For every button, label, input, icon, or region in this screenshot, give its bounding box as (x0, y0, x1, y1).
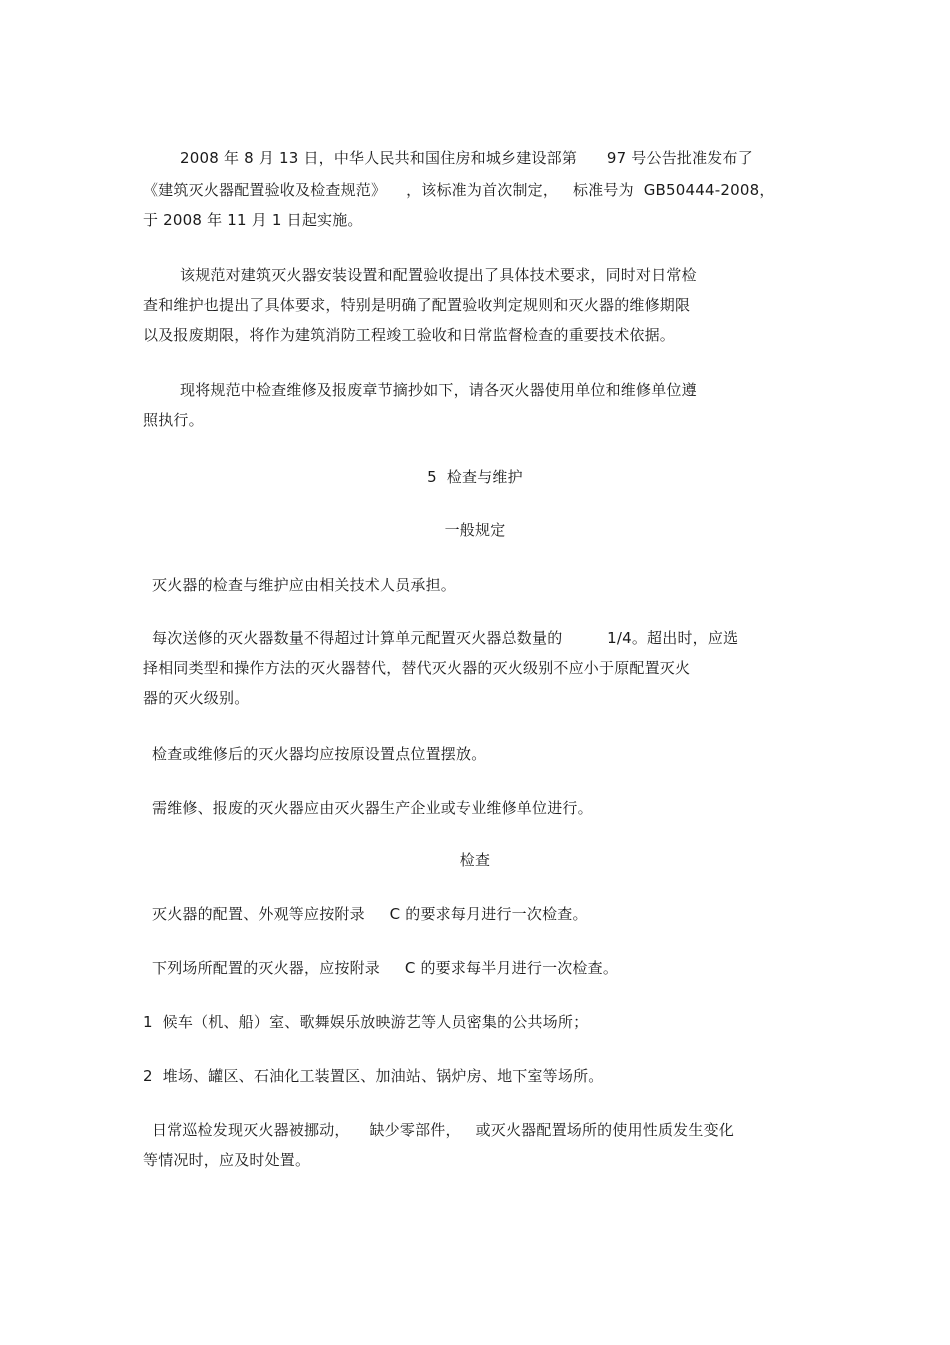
intro-p1-line-3: 于 2008 年 11 月 1 日起实施。 (143, 211, 363, 229)
general-item-2-line-3: 器的灭火级别。 (143, 689, 250, 707)
check-item-2: 下列场所配置的灭火器，应按附录 C 的要求每半月进行一次检查。 (152, 959, 619, 977)
intro-p2-line-3: 以及报废期限，将作为建筑消防工程竣工验收和日常监督检查的重要技术依据。 (143, 326, 676, 344)
section-general-title: 一般规定 (444, 521, 506, 539)
check-item-1: 灭火器的配置、外观等应按附录 C 的要求每月进行一次检查。 (152, 905, 588, 923)
intro-p3-line-2: 照执行。 (143, 411, 204, 429)
intro-p2-line-2: 查和维护也提出了具体要求，特别是明确了配置验收判定规则和灭火器的维修期限 (143, 296, 691, 314)
intro-p1-line-2: 《建筑灭火器配置验收及检查规范》 ，该标准为首次制定， 标准号为 GB50444-2008， (143, 181, 775, 199)
intro-p2-line-1: 该规范对建筑灭火器安装设置和配置验收提出了具体技术要求，同时对日常检 (180, 266, 697, 284)
section-check-title: 检查 (459, 851, 491, 869)
general-item-2-line-1: 每次送修的灭火器数量不得超过计算单元配置灭火器总数量的 1/4。超出时，应选 (152, 629, 739, 647)
intro-p1-line-1: 2008 年 8 月 13 日，中华人民共和国住房和城乡建设部第 97 号公告批准发布了 (180, 149, 753, 167)
general-item-2-line-2: 择相同类型和操作方法的灭火器替代，替代灭火器的灭火级别不应小于原配置灭火 (143, 659, 691, 677)
check-list-item-1: 1 候车（机、船）室、歌舞娱乐放映游艺等人员密集的公共场所； (143, 1013, 589, 1031)
intro-p3-line-1: 现将规范中检查维修及报废章节摘抄如下，请各灭火器使用单位和维修单位遵 (180, 381, 697, 399)
chapter-title: 5 检查与维护 (427, 468, 523, 486)
check-patrol-line-2: 等情况时，应及时处置。 (143, 1151, 311, 1169)
check-patrol-line-1: 日常巡检发现灭火器被挪动， 缺少零部件， 或灭火器配置场所的使用性质发生变化 (152, 1121, 734, 1139)
check-list-item-2: 2 堆场、罐区、石油化工装置区、加油站、锅炉房、地下室等场所。 (143, 1067, 604, 1085)
general-item-3: 检查或维修后的灭火器均应按原设置点位置摆放。 (152, 745, 487, 763)
general-item-4: 需维修、报废的灭火器应由灭火器生产企业或专业维修单位进行。 (152, 799, 593, 817)
general-item-1: 灭火器的检查与维护应由相关技术人员承担。 (152, 576, 457, 594)
